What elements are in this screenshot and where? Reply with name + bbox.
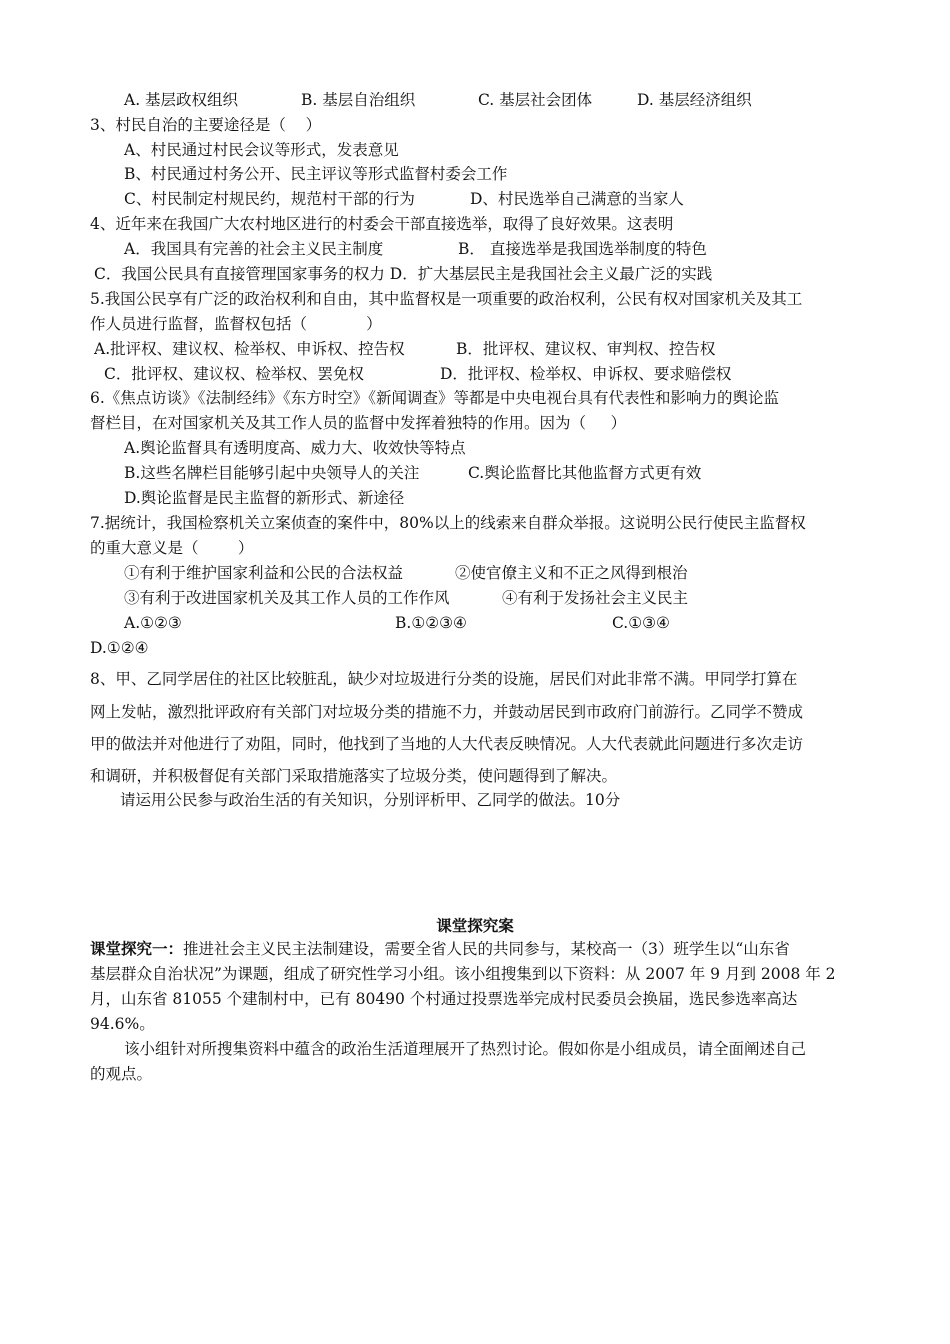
q5-stem-line-2: 作人员进行监督，监督权包括（ ） [90,315,382,333]
q7-statement-2: ②使官僚主义和不正之风得到根治 [455,564,688,582]
q8-line-5: 请运用公民参与政治生活的有关知识，分别评析甲、乙同学的做法。10分 [120,791,621,809]
q6-stem-line-2: 督栏目，在对国家机关及其工作人员的监督中发挥着独特的作用。因为（ ） [90,414,627,432]
q6-stem-line-1: 6.《焦点访谈》《法制经纬》《东方时空》《新闻调查》等都是中央电视台具有代表性和影响力的舆论监 [90,389,780,407]
q7-statement-3: ③有利于改进国家机关及其工作人员的工作作风 [124,589,450,607]
inquiry-line-2: 基层群众自治状况”为课题，组成了研究性学习小组。该小组搜集到以下资料：从 2007 年 9 月到 2008 年 2 [90,965,836,983]
q6-option-a: A.舆论监督具有透明度高、威力大、收效快等特点 [124,439,466,457]
q3-stem: 3、村民自治的主要途径是（ ） [90,116,322,134]
inquiry-line-6: 的观点。 [90,1065,153,1083]
q3-option-d: D、村民选举自己满意的当家人 [470,190,684,208]
q7-stem-line-2: 的重大意义是（ ） [90,539,254,557]
q8-line-2: 网上发帖，激烈批评政府有关部门对垃圾分类的措施不力，并鼓动居民到市政府门前游行。乙同学不赞成 [90,703,804,721]
q5-option-d: D．批评权、检举权、申诉权、要求赔偿权 [440,365,732,383]
q7-option-b: B.①②③④ [395,614,467,632]
q7-statement-4: ④有利于发扬社会主义民主 [502,589,689,607]
inquiry-title: 课堂探究案 [436,916,514,935]
q8-line-3: 甲的做法并对他进行了劝阻，同时，他找到了当地的人大代表反映情况。人大代表就此问题进行多次走访 [90,735,804,753]
q3-option-a: A、村民通过村民会议等形式，发表意见 [124,141,399,159]
q5-option-b: B．批评权、建议权、审判权、控告权 [456,340,716,358]
q3-option-c: C、村民制定村规民约，规范村干部的行为 [124,190,415,208]
q5-option-c: C．批评权、建议权、检举权、罢免权 [104,365,364,383]
q5-stem-line-1: 5.我国公民享有广泛的政治权利和自由，其中监督权是一项重要的政治权利，公民有权对国家机关及其工 [90,290,803,308]
q6-option-b: B.这些名牌栏目能够引起中央领导人的关注 [124,464,420,482]
q4-option-a: A．我国具有完善的社会主义民主制度 [124,240,384,258]
inquiry-label: 课堂探究一： [90,939,184,958]
inquiry-line-1-text: 推进社会主义民主法制建设，需要全省人民的共同参与，某校高一（3）班学生以“山东省 [183,940,790,958]
q7-stem-line-1: 7.据统计，我国检察机关立案侦查的案件中，80%以上的线索来自群众举报。这说明公民行使民主监督权 [90,514,806,532]
q4-option-cd: C．我国公民具有直接管理国家事务的权力 D．扩大基层民主是我国社会主义最广泛的实践 [94,265,713,283]
q8-line-4: 和调研，并积极督促有关部门采取措施落实了垃圾分类，使问题得到了解决。 [90,767,618,785]
q2-option-b: B. 基层自治组织 [301,91,416,109]
inquiry-line-1 [90,939,790,959]
q2-option-c: C. 基层社会团体 [478,91,593,109]
inquiry-line-4: 94.6%。 [90,1015,155,1033]
q7-option-a: A.①②③ [124,614,182,632]
q3-option-b: B、村民通过村务公开、民主评议等形式监督村委会工作 [124,165,508,183]
q7-option-c: C.①③④ [612,614,670,632]
q4-option-b: B． 直接选举是我国选举制度的特色 [458,240,707,258]
q2-option-d: D. 基层经济组织 [637,91,752,109]
q6-option-d: D.舆论监督是民主监督的新形式、新途径 [124,489,405,507]
q7-option-d: D.①②④ [90,639,149,657]
inquiry-line-3: 月，山东省 81055 个建制村中，已有 80490 个村通过投票选举完成村民委员会换届，选民参选率高达 [90,990,798,1008]
q7-statement-1: ①有利于维护国家利益和公民的合法权益 [124,564,404,582]
q6-option-c: C.舆论监督比其他监督方式更有效 [468,464,702,482]
q8-line-1: 8、甲、乙同学居住的社区比较脏乱，缺少对垃圾进行分类的设施，居民们对此非常不满。甲同学打算在 [90,670,798,688]
inquiry-line-5: 该小组针对所搜集资料中蕴含的政治生活道理展开了热烈讨论。假如你是小组成员，请全面阐述自己 [124,1040,807,1058]
q5-option-a: A.批评权、建议权、检举权、申诉权、控告权 [94,340,405,358]
q4-stem: 4、近年来在我国广大农村地区进行的村委会干部直接选举，取得了良好效果。这表明 [90,215,674,233]
q2-option-a: A. 基层政权组织 [124,91,239,109]
